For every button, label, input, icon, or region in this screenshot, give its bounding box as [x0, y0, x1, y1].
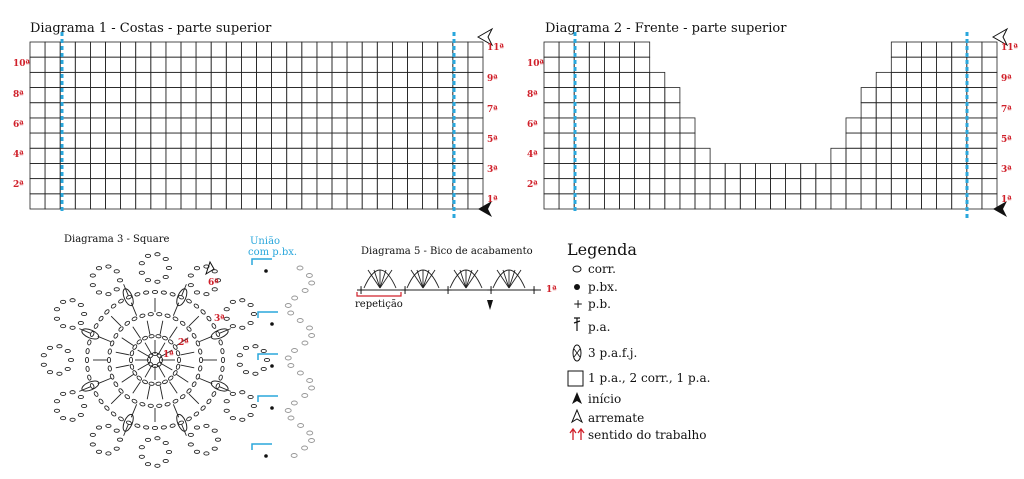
- join-label-line2: com p.bx.: [248, 247, 298, 258]
- double-crochet-icon: [574, 318, 580, 331]
- row-number-label: 3ª: [487, 165, 498, 175]
- row-number-label: 11ª: [1001, 43, 1018, 53]
- row-number-label: 7ª: [1001, 105, 1012, 115]
- finish-arrow-icon: [572, 410, 582, 422]
- round-label: 6ª: [208, 278, 219, 288]
- round-label: 1ª: [163, 350, 174, 360]
- single-crochet-plus-icon: +: [486, 283, 497, 297]
- chain-oval-icon: [573, 266, 581, 272]
- legend-label: arremate: [588, 411, 645, 425]
- row-number-label: 5ª: [487, 135, 498, 145]
- diagram5-title: Diagrama 5 - Bico de acabamento: [361, 246, 533, 257]
- slip-stitch-dot-icon: [574, 284, 580, 290]
- row-number-label: 9ª: [1001, 74, 1012, 84]
- row-number-label: 11ª: [487, 43, 504, 53]
- legend-label: p.bx.: [588, 280, 618, 294]
- row-number-label: 1ª: [1001, 195, 1012, 205]
- diagram1-title: Diagrama 1 - Costas - parte superior: [30, 21, 272, 36]
- repeat-label: repetição: [355, 299, 403, 310]
- round-label: 3ª: [214, 314, 225, 324]
- legend-title: Legenda: [567, 240, 637, 259]
- cluster-3dc-icon: [574, 349, 580, 357]
- legend-label: sentido do trabalho: [588, 428, 707, 442]
- single-crochet-plus-icon: +: [400, 283, 411, 297]
- single-crochet-plus-icon: +: [356, 283, 367, 297]
- diagram3-title: Diagrama 3 - Square: [64, 234, 170, 245]
- row-number-label: 5ª: [1001, 135, 1012, 145]
- single-crochet-plus-icon: +: [573, 297, 584, 311]
- legend-label: início: [588, 392, 622, 406]
- single-crochet-plus-icon: +: [443, 283, 454, 297]
- row-number-label: 8ª: [527, 90, 538, 100]
- legend-label: 3 p.a.f.j.: [588, 346, 638, 360]
- row-number-label: 7ª: [487, 105, 498, 115]
- single-crochet-plus-icon: +: [529, 283, 540, 297]
- legend-label: 1 p.a., 2 corr., 1 p.a.: [588, 371, 711, 385]
- legend-label: p.a.: [588, 320, 611, 334]
- start-arrow-icon: [572, 392, 582, 404]
- join-label-line1: União: [250, 236, 281, 247]
- row-number-label: 3ª: [1001, 165, 1012, 175]
- row-number-label: 6ª: [13, 120, 24, 130]
- row-number-label: 2ª: [527, 180, 538, 190]
- row-number-label: 10ª: [13, 59, 30, 69]
- row-number-label: 10ª: [527, 59, 544, 69]
- legend-label: p.b.: [588, 297, 611, 311]
- row-number-label: 4ª: [13, 150, 24, 160]
- row-number-label: 1ª: [487, 195, 498, 205]
- diagram2-title: Diagrama 2 - Frente - parte superior: [545, 21, 787, 36]
- row-number-label: 6ª: [527, 120, 538, 130]
- round-label: 2ª: [178, 338, 189, 348]
- row-number-label: 8ª: [13, 90, 24, 100]
- edging-row-label: 1ª: [546, 285, 557, 295]
- direction-arrows-icon: [570, 429, 584, 440]
- row-number-label: 9ª: [487, 74, 498, 84]
- row-number-label: 4ª: [527, 150, 538, 160]
- row-number-label: 2ª: [13, 180, 24, 190]
- square-mesh-icon: [568, 371, 583, 386]
- legend-label: corr.: [588, 262, 616, 276]
